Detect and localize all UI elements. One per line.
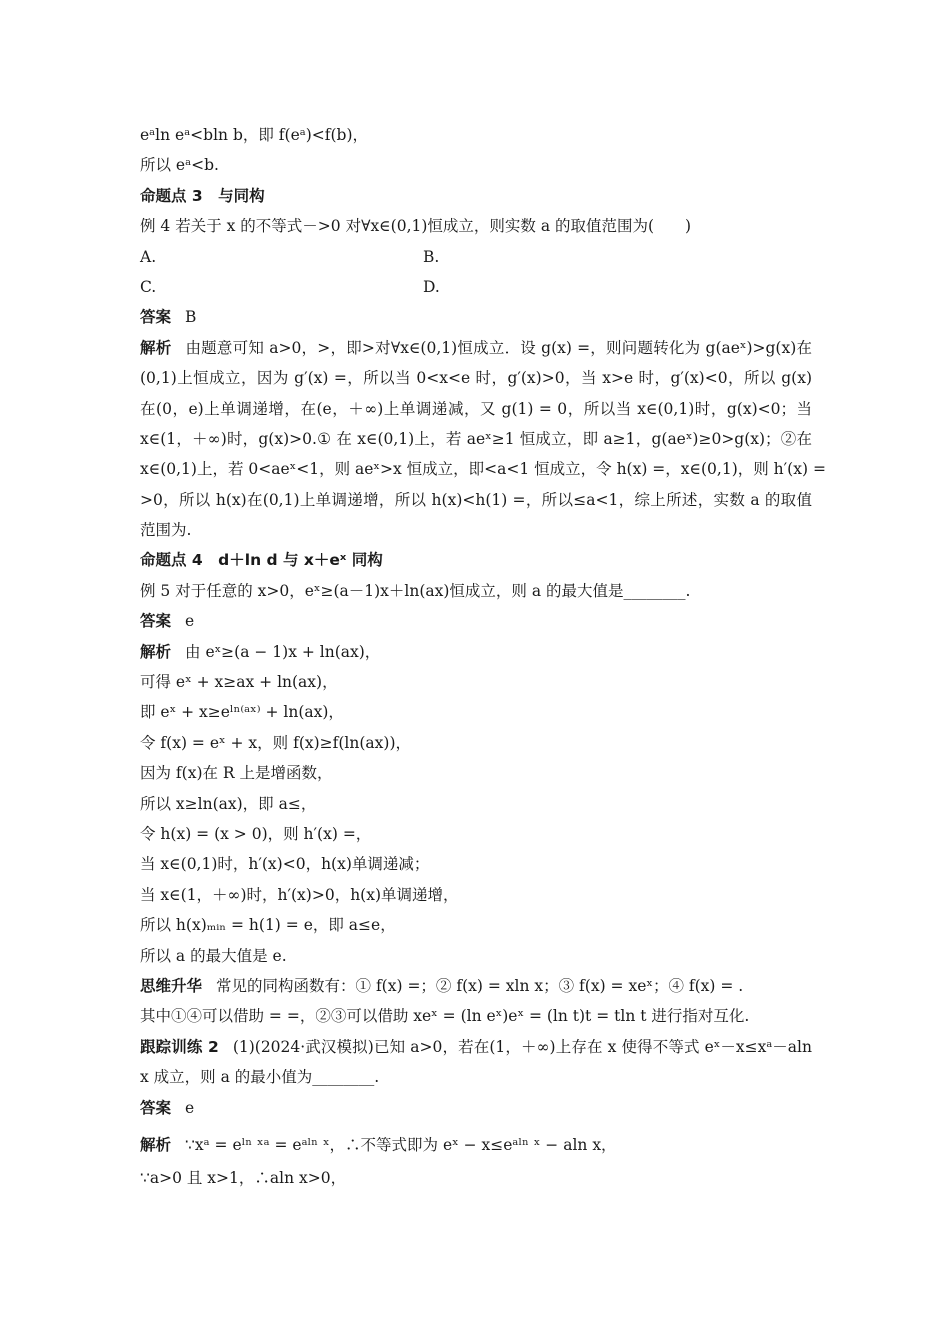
text-line [140,333,812,363]
line-text: (1)(2024·武汉模拟)已知 a>0，若在(1，＋∞)上存在 x 使得不等式 eˣ－x≤xᵃ－aln [232,1037,812,1056]
text-line [140,363,812,393]
choice-option: D. [423,277,440,296]
text-line [140,1123,812,1163]
line-text: eᵃln eᵃ<bln b，即 f(eᵃ)<f(b)， [140,126,369,144]
text-line [140,242,812,272]
text-line [140,758,812,788]
line-text: x∈(0,1)上，若 0<aeˣ<1，则 aeˣ>x 恒成立，即<a<1 恒成立，令 h(x) =，x∈(0,1)，则 h′(x) = [140,460,826,479]
text-line [140,728,812,758]
text-line [140,485,812,515]
line-text: 当 x∈(0,1)时，h′(x)<0，h(x)单调递减； [140,855,430,874]
text-line [140,302,812,332]
line-text: 令 f(x) = eˣ + x，则 f(x)≥f(ln(ax))， [140,733,412,752]
line-text: 可得 eˣ + x≥ax + ln(ax)， [140,673,338,692]
text-line [140,880,812,910]
line-text: 因为 f(x)在 R 上是增函数， [140,764,333,783]
text-line [140,211,812,241]
text-line [140,637,812,667]
text-line [140,1032,812,1062]
line-text: ∵xᵃ = eˡⁿ ˣᵃ = eᵃˡⁿ ˣ，∴不等式即为 eˣ − x≤eᵃˡⁿ ˣ − aln x， [185,1135,617,1154]
text-line [140,1001,812,1031]
text-line [140,454,826,484]
section-label: 答案 [140,612,172,631]
section-heading [140,545,812,575]
text-line [140,789,812,819]
text-line [140,515,812,545]
line-text: 命题点 4 d＋ln d 与 x＋eˣ 同构 [140,551,383,570]
line-text: 其中①④可以借助 = =，②③可以借助 xeˣ = (ln eˣ)eˣ = (ln t)t = tln t 进行指对互化. [140,1007,750,1026]
line-text: 范围为. [140,521,192,540]
text-line [140,1062,812,1092]
section-label: 跟踪训练 2 [140,1037,219,1056]
line-text: 例 4 若关于 x 的不等式－>0 对∀x∈(0,1)恒成立，则实数 a 的取值范围为( ) [140,217,692,236]
text-line [140,424,812,454]
line-text: 例 5 对于任意的 x>0，eˣ≥(a－1)x＋ln(ax)恒成立，则 a 的最大值是________. [140,581,691,600]
text-line [140,150,812,180]
text-line [140,910,812,940]
line-text: 即 eˣ + x≥eˡⁿ⁽ᵃˣ⁾ + ln(ax)， [140,703,344,722]
line-text: 所以 a 的最大值是 e. [140,946,287,965]
choice-option: B. [423,247,440,266]
text-line [140,272,812,302]
line-text: (0,1)上恒成立，因为 g′(x) =，所以当 0<x<e 时，g′(x)>0，当 x>e 时，g′(x)<0，所以 g(x) [140,369,812,388]
line-text: 所以 x≥ln(ax)，即 a≤， [140,794,317,813]
section-label: 答案 [140,1098,172,1117]
line-text: 所以 eᵃ<b. [140,156,219,175]
line-text: ∵a>0 且 x>1，∴aln x>0， [140,1168,347,1187]
line-text: x 成立，则 a 的最小值为________. [140,1068,380,1087]
text-line [140,1093,812,1123]
line-text: e [185,1098,195,1117]
choice-option: A. [140,247,157,266]
text-line [140,667,812,697]
text-line [140,120,812,150]
line-text: >0，所以 h(x)在(0,1)上单调递增，所以 h(x)<h(1) =，所以≤a<1，综上所述，实数 a 的取值 [140,490,812,509]
section-label: 思维升华 [140,976,203,995]
line-text: 常见的同构函数有：① f(x) =；② f(x) = xln x；③ f(x) = xeˣ；④ f(x) = . [216,976,744,995]
line-text: 命题点 3 与同构 [140,186,265,205]
section-label: 解析 [140,1135,172,1154]
text-line [140,1163,812,1193]
line-text: x∈(1，＋∞)时，g(x)>0.① 在 x∈(0,1)上，若 aeˣ≥1 恒成立，即 a≥1，g(aeˣ)≥0>g(x)；②在 [140,429,812,448]
choice-option: C. [140,277,157,296]
line-text: B [185,308,197,327]
line-text: 在(0，e)上单调递增，在(e，＋∞)上单调递减，又 g(1) = 0，所以当 x∈(0,1)时，g(x)<0；当 [140,399,812,418]
text-line [140,606,812,636]
text-line [140,576,812,606]
line-text: 由 eˣ≥(a − 1)x + ln(ax)， [185,642,381,661]
text-line [140,697,812,727]
text-line [140,394,812,424]
text-line [140,971,812,1001]
text-line [140,849,812,879]
text-line [140,941,812,971]
section-label: 解析 [140,642,172,661]
line-text: 令 h(x) = (x > 0)，则 h′(x) =， [140,824,372,843]
line-text: 当 x∈(1，＋∞)时，h′(x)>0，h(x)单调递增， [140,885,459,904]
section-label: 解析 [140,338,172,357]
section-heading [140,181,812,211]
line-text: 所以 h(x)ₘᵢₙ = h(1) = e，即 a≤e， [140,916,396,935]
text-line [140,819,812,849]
document-page [140,120,826,1193]
section-label: 答案 [140,308,172,327]
line-text: e [185,612,195,631]
line-text: 由题意可知 a>0，>，即>对∀x∈(0,1)恒成立．设 g(x) =，则问题转化为 g(aeˣ)>g(x)在 [185,338,812,357]
